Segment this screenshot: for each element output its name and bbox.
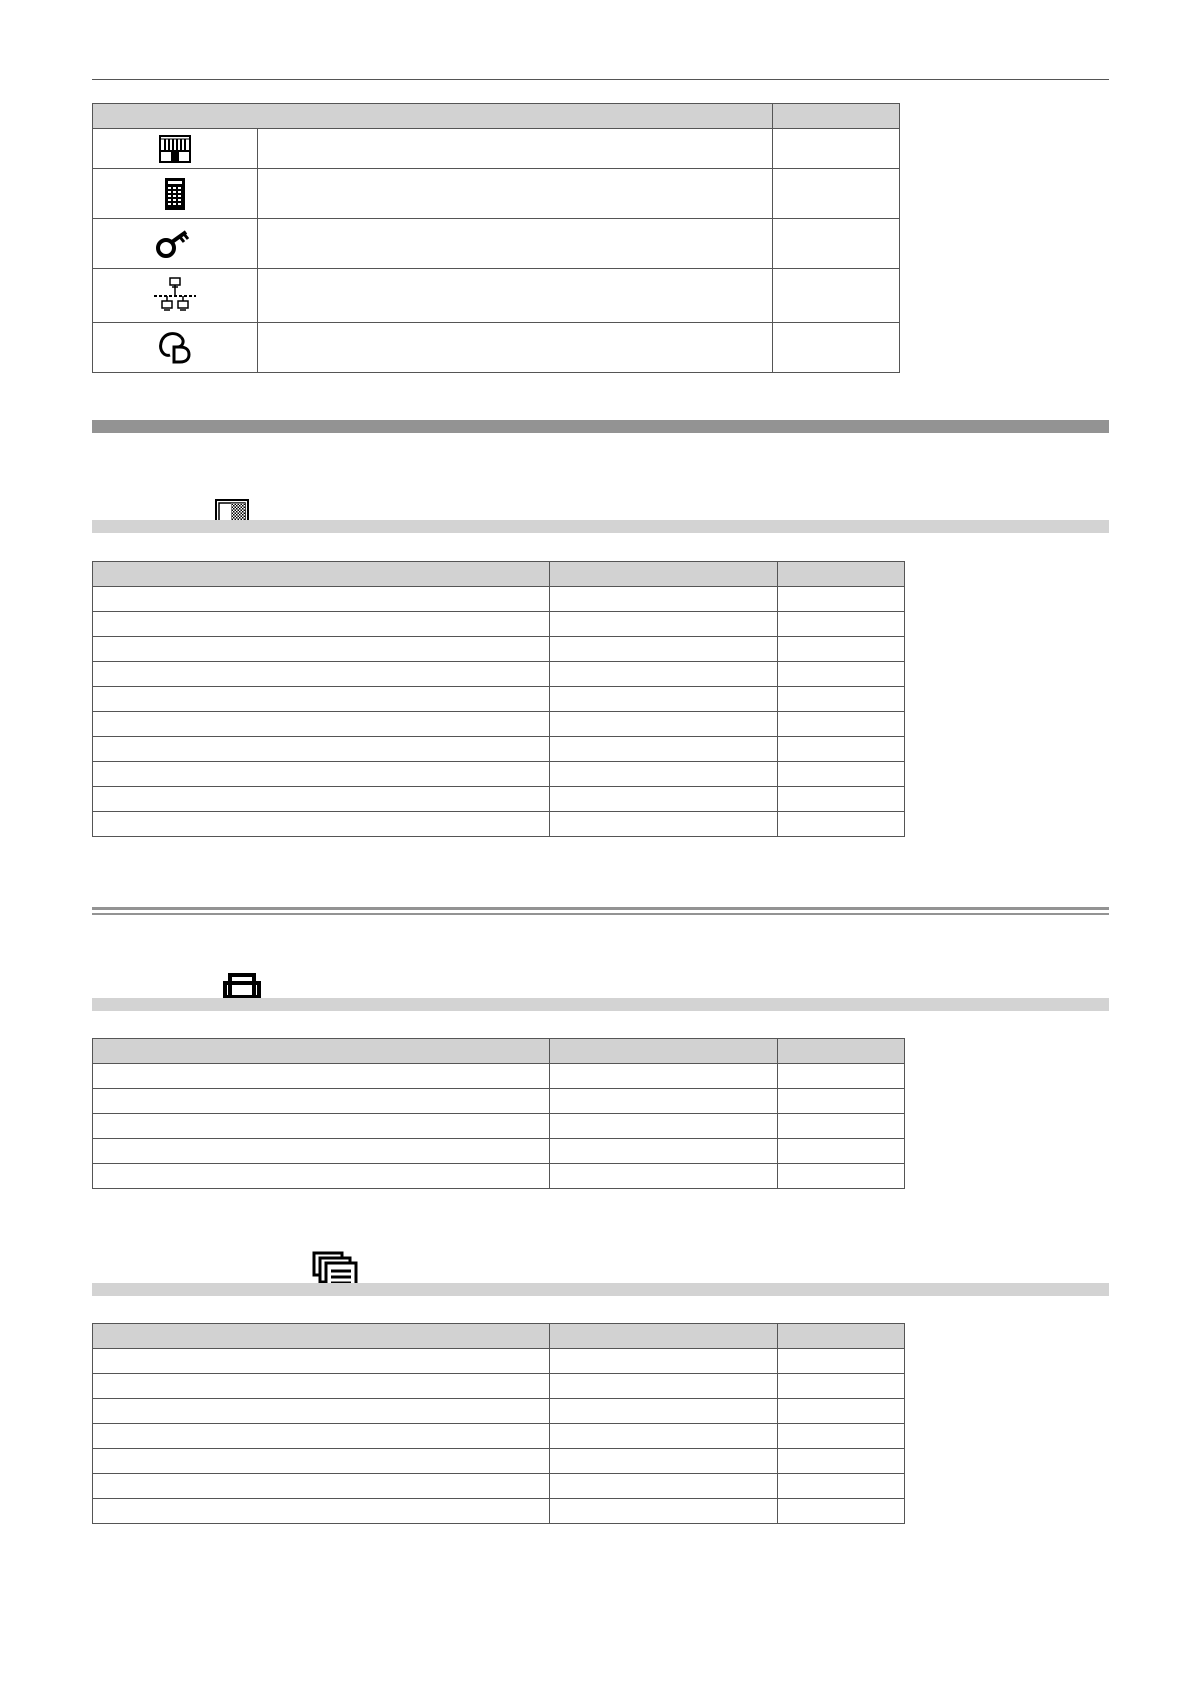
position-menu-table xyxy=(92,1038,905,1189)
page-ref xyxy=(778,687,905,712)
icon-table-row xyxy=(93,129,900,169)
table-row xyxy=(93,1474,905,1499)
menu-item xyxy=(93,1089,550,1114)
key-icon xyxy=(93,219,258,269)
menu-item xyxy=(93,1399,550,1424)
table-row xyxy=(93,1499,905,1524)
section-divider xyxy=(92,420,1109,433)
icon-table xyxy=(92,103,900,373)
page-ref xyxy=(778,1064,905,1089)
network-icon xyxy=(93,269,258,323)
page-ref xyxy=(778,787,905,812)
icon-table-row xyxy=(93,323,900,373)
section-heading-bar xyxy=(92,998,1109,1011)
header-default xyxy=(550,1039,778,1064)
page-ref xyxy=(778,1449,905,1474)
page-ref xyxy=(778,1474,905,1499)
menu-item xyxy=(93,1424,550,1449)
default-value xyxy=(550,1499,778,1524)
header-item xyxy=(93,1324,550,1349)
menu-item xyxy=(93,1114,550,1139)
default-value xyxy=(550,687,778,712)
page-ref xyxy=(778,712,905,737)
icon-table-row xyxy=(93,219,900,269)
table-row xyxy=(93,737,905,762)
picture-menu-table xyxy=(92,561,905,837)
table-row xyxy=(93,612,905,637)
table-row xyxy=(93,762,905,787)
page-ref xyxy=(778,1164,905,1189)
page-ref xyxy=(778,1399,905,1424)
table-header xyxy=(93,1324,905,1349)
double-rule-bottom xyxy=(92,913,1109,915)
table-row xyxy=(93,787,905,812)
table-row xyxy=(93,637,905,662)
page-ref xyxy=(778,1349,905,1374)
default-value xyxy=(550,612,778,637)
page-ref xyxy=(778,1499,905,1524)
menu-item xyxy=(93,1064,550,1089)
table-header xyxy=(93,1039,905,1064)
table-row xyxy=(93,587,905,612)
section-heading-bar xyxy=(92,1283,1109,1296)
top-rule xyxy=(92,79,1109,80)
page-ref xyxy=(778,1114,905,1139)
page-ref xyxy=(778,1089,905,1114)
menu-item xyxy=(93,737,550,762)
section-heading-bar xyxy=(92,520,1109,533)
header-item xyxy=(93,562,550,587)
table-row xyxy=(93,1089,905,1114)
menu-item xyxy=(93,1449,550,1474)
default-value xyxy=(550,662,778,687)
menu-item xyxy=(93,1374,550,1399)
table-row xyxy=(93,1164,905,1189)
page-ref xyxy=(778,1374,905,1399)
icon-table-page xyxy=(773,219,900,269)
menu-item xyxy=(93,1139,550,1164)
icon-table-description xyxy=(258,323,773,373)
page-ref xyxy=(778,1424,905,1449)
menu-item xyxy=(93,687,550,712)
menu-item xyxy=(93,812,550,837)
default-value xyxy=(550,587,778,612)
digital-link-icon xyxy=(93,323,258,373)
icon-table-row xyxy=(93,169,900,219)
table-row xyxy=(93,1424,905,1449)
header-page xyxy=(778,562,905,587)
default-value xyxy=(550,1089,778,1114)
keypad-icon xyxy=(93,169,258,219)
default-value xyxy=(550,1349,778,1374)
page-ref xyxy=(778,612,905,637)
table-row xyxy=(93,1349,905,1374)
menu-item xyxy=(93,1349,550,1374)
default-value xyxy=(550,1114,778,1139)
page-ref xyxy=(778,762,905,787)
menu-item xyxy=(93,612,550,637)
table-header xyxy=(93,562,905,587)
grid-monitor-icon xyxy=(93,129,258,169)
table-row xyxy=(93,1449,905,1474)
default-value xyxy=(550,712,778,737)
icon-table-description xyxy=(258,219,773,269)
icon-table-page xyxy=(773,269,900,323)
default-value xyxy=(550,1424,778,1449)
default-value xyxy=(550,1374,778,1399)
advanced-menu-table xyxy=(92,1323,905,1524)
default-value xyxy=(550,637,778,662)
header-page xyxy=(778,1324,905,1349)
default-value xyxy=(550,812,778,837)
table-row xyxy=(93,812,905,837)
menu-item xyxy=(93,712,550,737)
menu-item xyxy=(93,637,550,662)
icon-table-description xyxy=(258,269,773,323)
menu-item xyxy=(93,662,550,687)
default-value xyxy=(550,1064,778,1089)
header-page xyxy=(778,1039,905,1064)
icon-table-page xyxy=(773,169,900,219)
header-default xyxy=(550,562,778,587)
table-row xyxy=(93,687,905,712)
header-item xyxy=(93,1039,550,1064)
menu-item xyxy=(93,1499,550,1524)
page-ref xyxy=(778,737,905,762)
menu-item xyxy=(93,1474,550,1499)
default-value xyxy=(550,787,778,812)
icon-table-header-description xyxy=(93,104,773,129)
menu-item xyxy=(93,1164,550,1189)
table-row xyxy=(93,1114,905,1139)
icon-table-page xyxy=(773,323,900,373)
page-ref xyxy=(778,812,905,837)
icon-table-description xyxy=(258,129,773,169)
default-value xyxy=(550,1399,778,1424)
menu-item xyxy=(93,587,550,612)
table-row xyxy=(93,1399,905,1424)
table-row xyxy=(93,662,905,687)
default-value xyxy=(550,1474,778,1499)
menu-item xyxy=(93,787,550,812)
icon-table-page xyxy=(773,129,900,169)
default-value xyxy=(550,737,778,762)
page-ref xyxy=(778,1139,905,1164)
icon-table-header-page xyxy=(773,104,900,129)
page-ref xyxy=(778,587,905,612)
default-value xyxy=(550,1449,778,1474)
page-ref xyxy=(778,637,905,662)
menu-item xyxy=(93,762,550,787)
header-default xyxy=(550,1324,778,1349)
table-row xyxy=(93,1374,905,1399)
icon-table-header xyxy=(93,104,900,129)
icon-table-description xyxy=(258,169,773,219)
page-ref xyxy=(778,662,905,687)
table-row xyxy=(93,712,905,737)
default-value xyxy=(550,1139,778,1164)
table-row xyxy=(93,1139,905,1164)
table-row xyxy=(93,1064,905,1089)
double-rule-top xyxy=(92,907,1109,910)
default-value xyxy=(550,1164,778,1189)
icon-table-row xyxy=(93,269,900,323)
default-value xyxy=(550,762,778,787)
